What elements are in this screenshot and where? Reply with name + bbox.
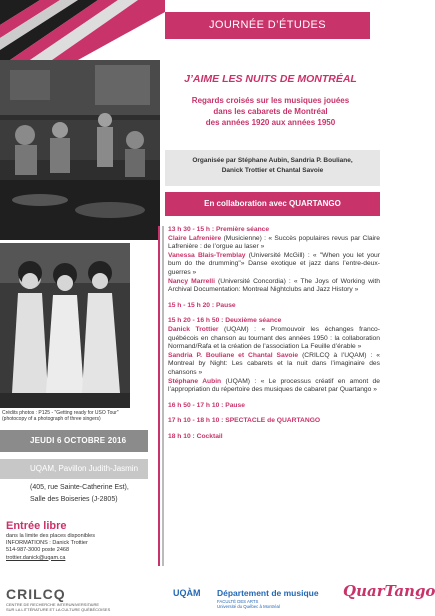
speaker-name: Vanessa Blais-Tremblay xyxy=(168,251,246,259)
event-date: JEUDI 6 OCTOBRE 2016 xyxy=(30,436,127,445)
program-talk xyxy=(168,326,380,352)
speaker-name: Nancy Marrelli xyxy=(168,277,215,285)
quartango-logo: QuarTango xyxy=(343,582,435,600)
talk-description: (Université McGill) : « "When you let your bum do the drumming"» Danse exotique et jazz dans l’entre-deux-guerres » xyxy=(168,251,380,276)
subtitle-line: des années 1920 aux années 1950 xyxy=(205,118,336,127)
date-banner xyxy=(0,430,148,452)
uqam-subtitle xyxy=(217,599,280,609)
uqam-sub-line: Université du Québec à Montréal xyxy=(217,604,280,610)
program-session-heading: 17 h 10 - 18 h 10 : SPECTACLE de QUARTANGO xyxy=(168,417,321,425)
address-line: Salle des Boiseries (J-2805) xyxy=(30,496,118,503)
program-spacer xyxy=(168,395,380,402)
crilcq-sub-line: CENTRE DE RECHERCHE INTERUNIVERSITAIRE xyxy=(6,602,100,607)
speaker-name: Claire Lafrenière xyxy=(168,234,222,242)
entry-info xyxy=(6,533,156,562)
subtitle-line: Regards croisés sur les musiques jouées xyxy=(191,96,350,105)
program-session-heading: 16 h 50 - 17 h 10 : Pause xyxy=(168,401,245,409)
program-spacer xyxy=(168,426,380,433)
program-spacer xyxy=(168,410,380,417)
partner-logos xyxy=(165,582,435,614)
collaboration-banner xyxy=(165,192,380,216)
crilcq-logo-text: CRILCQ xyxy=(6,586,66,602)
program-spacer xyxy=(168,295,380,302)
header-label: JOURNÉE D’ÉTUDES xyxy=(208,19,327,31)
talk-description: (CRILCQ à l’UQAM) : « Montreal by Night: Les cabarets et la nuit dans l’imaginaire des chansons » xyxy=(168,351,381,376)
program-session-heading: 18 h 10 : Cocktail xyxy=(168,432,223,440)
crilcq-sub-line: SUR LA LITTÉRATURE ET LA CULTURE QUÉBÉCOISES xyxy=(6,607,111,612)
organizers-line: Organisée par Stéphane Aubin, Sandria P. Bouliane, xyxy=(192,157,353,164)
uqam-sub-line: FACULTÉ DES ARTS xyxy=(217,599,259,604)
organizers-line: Danick Trottier et Chantal Savoie xyxy=(221,167,324,174)
event-address xyxy=(30,482,129,506)
crilcq-subtitle xyxy=(6,602,166,612)
program-spacer xyxy=(168,310,380,317)
organizers-box xyxy=(165,150,380,186)
talk-description: (UQAM) : « Promouvoir les échanges franco-québécois en chanson au tournant des années 1950 : la collaboration Normand/Rafa et la création de l’association La Feuille d’érable » xyxy=(168,325,380,351)
program-talk xyxy=(168,352,380,378)
collaboration-label: En collaboration avec QUARTANGO xyxy=(204,199,341,208)
venue-banner xyxy=(0,459,148,479)
entry-email-link[interactable]: trottier.danick@uqam.ca xyxy=(6,554,66,561)
event-subtitle xyxy=(158,95,383,128)
event-title: J’AIME LES NUITS DE MONTRÉAL xyxy=(184,73,357,85)
speaker-name: Sandria P. Bouliane et Chantal Savoie xyxy=(168,351,299,359)
entry-line: 514-987-3000 poste 2468 xyxy=(6,547,69,554)
program-session-heading: 13 h 30 - 15 h : Première séance xyxy=(168,226,270,233)
address-line: (405, rue Sainte-Catherine Est), xyxy=(30,484,129,491)
uqam-logo: UQÀM xyxy=(173,588,201,598)
entry-title: Entrée libre xyxy=(6,520,67,532)
program-list xyxy=(168,226,380,441)
three-singers-photo xyxy=(0,243,130,408)
program-talk xyxy=(168,378,380,395)
subtitle-line: dans les cabarets de Montréal xyxy=(213,107,328,116)
decorative-rail xyxy=(158,226,165,566)
program-session-heading: 15 h 20 - 16 h 50 : Deuxième séance xyxy=(168,317,282,325)
photo-credit: Crédits photos : P125 - "Getting ready for USO Tour" (photocopy of a photograph of three singers) xyxy=(2,410,119,422)
speaker-name: Danick Trottier xyxy=(168,325,219,333)
entry-line: INFORMATIONS : Danick Trottier xyxy=(6,540,88,547)
uqam-department: Département de musique xyxy=(217,588,319,598)
talk-description: (Musicienne) : « Succès populaires revus par Claire Lafrenière : de l’orgue au laser » xyxy=(168,234,380,251)
entry-line: dans la limite des places disponibles xyxy=(6,533,95,539)
program-session-heading: 15 h - 15 h 20 : Pause xyxy=(168,301,236,309)
crilcq-logo xyxy=(6,586,171,614)
speaker-name: Stéphane Aubin xyxy=(168,377,222,385)
talk-description: (Université Concordia) : « The Joys of Working with Archival Documentation: Montreal Nightclubs and Jazz History » xyxy=(168,277,381,294)
program-talk xyxy=(168,278,380,295)
program-talk xyxy=(168,252,380,278)
program-talk xyxy=(168,235,380,252)
event-venue: UQAM, Pavillon Judith-Jasmin xyxy=(30,464,139,473)
header-banner xyxy=(165,12,370,39)
decorative-stripes xyxy=(0,0,165,60)
cabaret-band-photo xyxy=(0,60,160,240)
talk-description: (UQAM) : « Le processus créatif en amont de l’appropriation du répertoire des musiques de cabaret par Quartango » xyxy=(168,377,380,394)
